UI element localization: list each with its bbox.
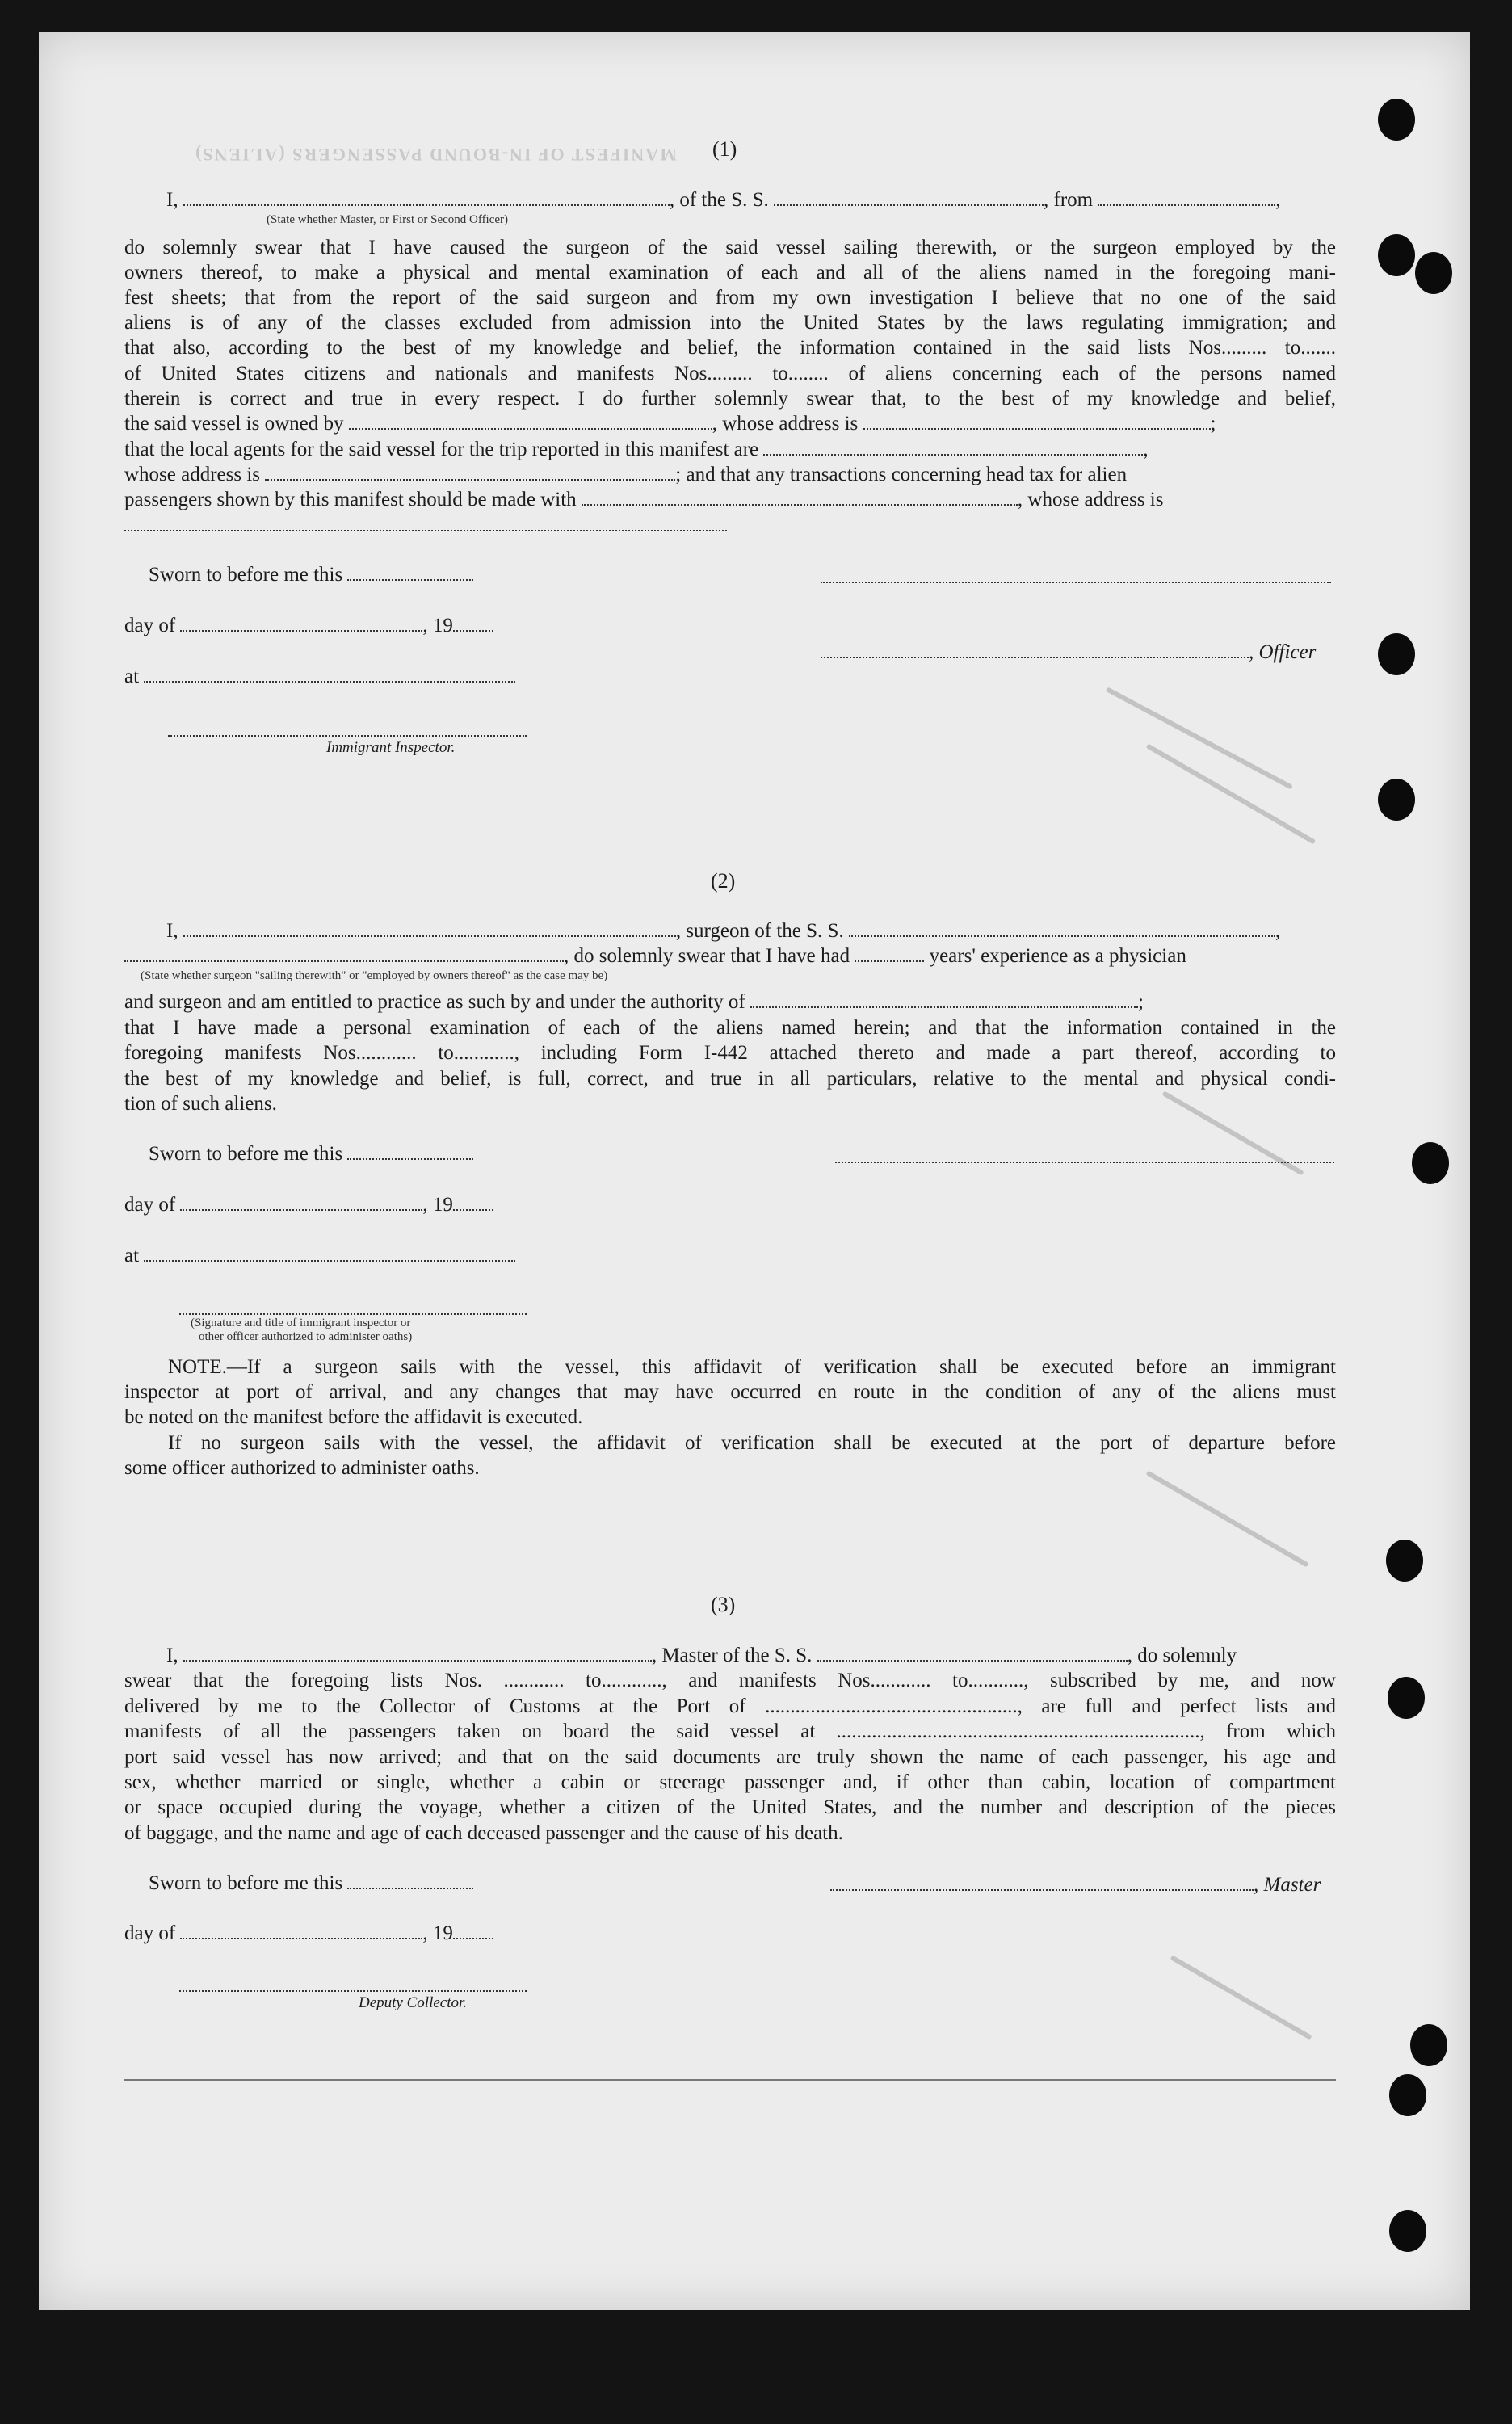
note-text: —If a surgeon sails with the vessel, this affidavit of verification shall be executed before an immigrant — [226, 1356, 1336, 1378]
head-tax-contact-field[interactable] — [582, 489, 1018, 506]
of-the-ss-label: , of the S. S. — [669, 189, 769, 211]
master-name-field[interactable] — [183, 1645, 652, 1662]
year-label: , 19 — [422, 1194, 453, 1216]
body-line: therein is correct and true in every respect. I do further solemnly swear that, to the best of my knowledge and belief, — [124, 388, 1336, 410]
master-of-label: , Master of the S. S. — [651, 1645, 813, 1666]
day-of-label: day of — [124, 615, 176, 636]
at-label: at — [124, 1245, 140, 1267]
body-line: the best of my knowledge and belief, is full, correct, and true in all particulars, relative to the mental and physical condi- — [124, 1068, 1336, 1090]
local-agents-label: that the local agents for the said vessel for the trip reported in this manifest are — [124, 439, 759, 460]
master-signature-line — [830, 1872, 1321, 1897]
passengers-shown-label: passengers shown by this manifest should be made with — [124, 489, 577, 510]
head-tax-line — [124, 487, 1163, 512]
signature-caption-1: (Signature and title of immigrant inspector or — [191, 1317, 411, 1330]
at-line-2 — [124, 1243, 515, 1268]
note-text: If no surgeon sails with the vessel, the affidavit of verification shall be executed at the port of departure before — [168, 1432, 1336, 1454]
punch-hole — [1389, 2210, 1426, 2252]
year-label: , 19 — [422, 1922, 453, 1944]
head-tax-address-field[interactable] — [124, 528, 727, 531]
head-tax-label: ; and that any transactions concerning head tax for alien — [675, 464, 1128, 485]
note-label: NOTE. — [168, 1356, 227, 1378]
from-label: , from — [1044, 189, 1094, 211]
officer-caption: (State whether Master, or First or Second Officer) — [267, 213, 509, 226]
day-of-line-2 — [124, 1192, 494, 1217]
vessel-name-field[interactable] — [774, 190, 1044, 206]
local-agents-field[interactable] — [763, 439, 1143, 456]
body-line: aliens is of any of the classes excluded from admission into the United States by the laws regulating immigration; and — [124, 312, 1336, 334]
year-field[interactable] — [453, 1195, 494, 1211]
day-of-label: day of — [124, 1922, 176, 1944]
i-label: I, — [166, 1645, 178, 1666]
officer-signature-field[interactable] — [821, 580, 1331, 583]
sworn-date-field[interactable] — [347, 1873, 473, 1889]
body-line: manifests of all the passengers taken on board the said vessel at ........................................................................, from which — [124, 1720, 1336, 1742]
officer-name-field[interactable] — [183, 190, 670, 206]
sworn-line-1 — [149, 562, 473, 587]
sworn-label: Sworn to before me this — [149, 1143, 343, 1165]
inspector-caption: Immigrant Inspector. — [326, 739, 456, 756]
section-3-number: (3) — [711, 1593, 736, 1616]
body-line: that also, according to the best of my knowledge and belief, the information contained in the said lists Nos......... to....... — [124, 337, 1336, 359]
body-line: swear that the foregoing lists Nos. ............ to............, and manifests Nos............ to..........., subscribed by me, and now — [124, 1670, 1336, 1691]
body-line: delivered by me to the Collector of Customs at the Port of .................................................., are full and perfect lists and — [124, 1695, 1336, 1717]
do-solemnly-label: , do solemnly swear that I have had — [564, 945, 850, 967]
collector-caption: Deputy Collector. — [359, 1994, 468, 2011]
whose-address-end-label: , whose address is — [1017, 489, 1164, 510]
body-line: of United States citizens and nationals and manifests Nos......... to........ of aliens concerning each of the persons named — [124, 363, 1336, 384]
body-line: fest sheets; that from the report of the said surgeon and from my own investigation I believe that no one of the said — [124, 287, 1336, 309]
owned-by-line: the said vessel is owned by , whose address is ; — [124, 413, 1216, 435]
note-line — [168, 1355, 1336, 1380]
punch-hole — [1388, 1677, 1425, 1719]
section-2-number: (2) — [711, 869, 736, 893]
master-label: , Master — [1254, 1874, 1321, 1896]
years-field[interactable] — [855, 946, 924, 962]
agent-address-field[interactable] — [265, 464, 675, 481]
collector-signature-field[interactable] — [179, 1989, 527, 1992]
at-line-1 — [124, 664, 515, 689]
sworn-line-2 — [149, 1141, 473, 1166]
master-line — [124, 1643, 1336, 1668]
section-1-opening-line: I, , of the S. S. , from , — [166, 189, 1281, 211]
surgeon-line: I, , surgeon of the S. S. , — [166, 920, 1281, 942]
at-label: at — [124, 666, 140, 687]
note-text: some officer authorized to administer oaths. — [124, 1457, 480, 1479]
bottom-rule — [124, 2079, 1336, 2081]
owner-address-field[interactable] — [863, 414, 1211, 430]
punch-hole — [1378, 779, 1415, 821]
owner-field[interactable] — [349, 414, 712, 430]
officer-title-field[interactable] — [821, 642, 1249, 658]
surgeon-signature-field[interactable] — [835, 1160, 1334, 1163]
body-line: foregoing manifests Nos............ to............, including Form I-442 attached thereto and made a part thereof, according to — [124, 1042, 1336, 1064]
sworn-label: Sworn to before me this — [149, 564, 343, 586]
body-line: tion of such aliens. — [124, 1093, 277, 1115]
surgeon-vessel-field[interactable] — [849, 921, 1275, 937]
surgeon-caption: (State whether surgeon "sailing therewith" or "employed by owners thereof" as the case may be) — [141, 969, 608, 982]
experience-line — [124, 943, 1186, 968]
body-line: owners thereof, to make a physical and mental examination of each and all of the aliens named in the foregoing mani- — [124, 262, 1336, 284]
punch-hole — [1410, 2024, 1447, 2066]
day-of-line-3 — [124, 1921, 494, 1946]
place-field[interactable] — [144, 1246, 515, 1262]
month-field[interactable] — [180, 1923, 422, 1939]
years-label: years' experience as a physician — [929, 945, 1186, 967]
punch-hole — [1378, 99, 1415, 141]
section-1-number: (1) — [712, 137, 737, 161]
sworn-line-3 — [149, 1871, 473, 1896]
sworn-date-field[interactable] — [347, 565, 473, 581]
do-solemnly-label: , do solemnly — [1127, 1645, 1237, 1666]
day-of-label: day of — [124, 1194, 176, 1216]
punch-hole — [1386, 1540, 1423, 1582]
note-text: inspector at port of arrival, and any changes that may have occurred en route in the condition of any of the aliens must — [124, 1381, 1336, 1403]
surgeon-type-field[interactable] — [124, 946, 564, 962]
i-label: I, — [166, 920, 178, 942]
local-agents-line: that the local agents for the said vessel for the trip reported in this manifest are , — [124, 439, 1149, 460]
body-line: port said vessel has now arrived; and that on the said documents are truly shown the name of each passenger, his age and — [124, 1746, 1336, 1768]
punch-hole — [1389, 2074, 1426, 2116]
year-label: , 19 — [422, 615, 453, 636]
body-line: or space occupied during the voyage, whether a citizen of the United States, and the number and description of the pieces — [124, 1796, 1336, 1818]
month-field[interactable] — [180, 1195, 422, 1211]
authority-field[interactable] — [750, 992, 1138, 1008]
punch-hole — [1378, 234, 1415, 276]
signature-caption-2: other officer authorized to administer oaths) — [199, 1330, 413, 1343]
year-field[interactable] — [453, 1923, 494, 1939]
authority-line: and surgeon and am entitled to practice as such by and under the authority of ; — [124, 991, 1144, 1013]
day-of-line-1 — [124, 613, 494, 638]
month-field[interactable] — [180, 615, 422, 632]
i-label: I, — [166, 189, 178, 211]
punch-hole — [1415, 252, 1452, 294]
owner-address-label: , whose address is — [712, 413, 859, 435]
surgeon-of-label: , surgeon of the S. S. — [675, 920, 844, 942]
officer-label: , Officer — [1249, 641, 1317, 663]
place-field[interactable] — [144, 666, 515, 683]
note-text: be noted on the manifest before the affidavit is executed. — [124, 1406, 583, 1428]
punch-hole — [1378, 633, 1415, 675]
sworn-label: Sworn to before me this — [149, 1872, 343, 1894]
punch-hole — [1412, 1142, 1449, 1184]
agent-address-line — [124, 462, 1127, 487]
whose-address-label: whose address is — [124, 464, 261, 485]
surgeon-name-field[interactable] — [183, 921, 676, 937]
from-port-field[interactable] — [1098, 190, 1275, 206]
body-line: of baggage, and the name and age of each deceased passenger and the cause of his death. — [124, 1822, 843, 1844]
body-line: that I have made a personal examination of each of the aliens named herein; and that the information contained in the — [124, 1017, 1336, 1039]
officer-line — [821, 640, 1316, 665]
master-vessel-field[interactable] — [817, 1645, 1128, 1662]
owned-by-label: the said vessel is owned by — [124, 413, 344, 435]
inspector-signature-field[interactable] — [179, 1312, 527, 1315]
sworn-date-field[interactable] — [347, 1144, 473, 1160]
body-line: sex, whether married or single, whether a cabin or steerage passenger and, if other than cabin, location of compartment — [124, 1771, 1336, 1793]
bleed-through-header: MANIFEST OF IN-BOUND PASSENGERS (ALIENS) — [194, 145, 677, 165]
authority-label: and surgeon and am entitled to practice as such by and under the authority of — [124, 991, 746, 1013]
body-line: do solemnly swear that I have caused the surgeon of the said vessel sailing therewith, or the surgeon employed by the — [124, 237, 1336, 258]
year-field[interactable] — [453, 615, 494, 632]
master-signature-field[interactable] — [830, 1875, 1254, 1891]
